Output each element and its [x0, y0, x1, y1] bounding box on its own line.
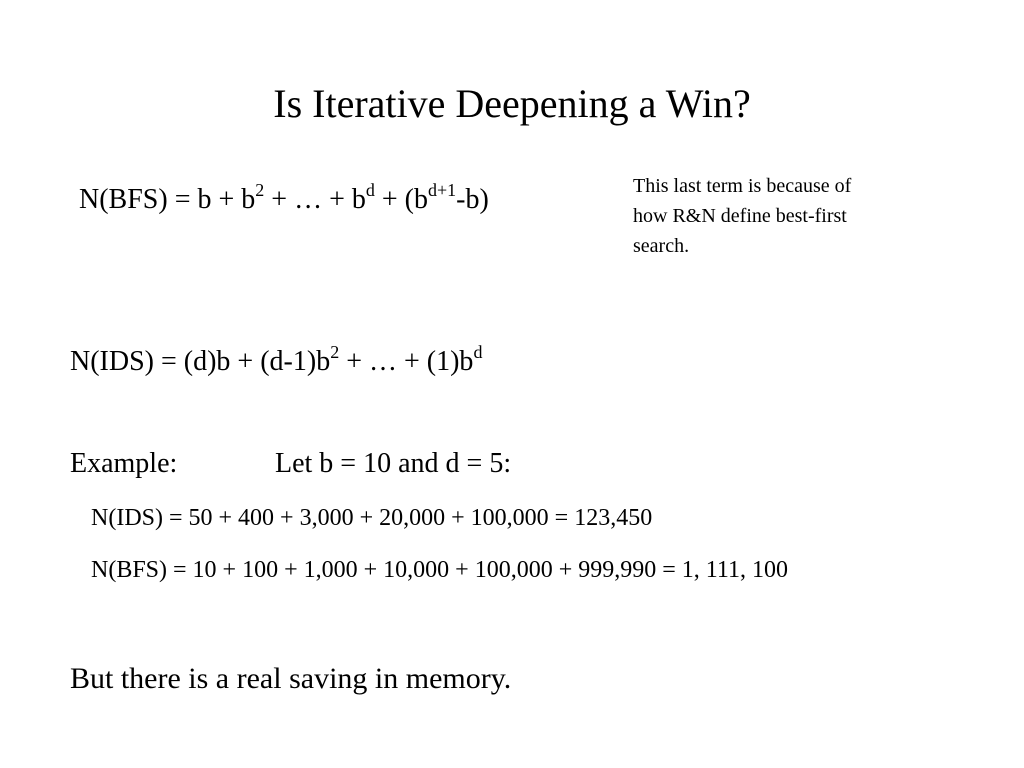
example-ids-line: N(IDS) = 50 + 400 + 3,000 + 20,000 + 100,000 = 123,450: [91, 505, 653, 531]
ids-formula-part: N(IDS) = (d)b + (d-1)b: [70, 346, 331, 377]
ids-formula-exponent: d: [473, 342, 483, 362]
bfs-formula-exponent: d: [365, 180, 375, 200]
bfs-formula-part: + … + b: [264, 184, 366, 215]
ids-formula: [70, 342, 483, 379]
bfs-formula: [79, 180, 489, 217]
example-bfs-line: N(BFS) = 10 + 100 + 1,000 + 10,000 + 100,000 + 999,990 = 1, 111, 100: [91, 557, 788, 583]
example-label: Example:: [70, 448, 178, 479]
bfs-formula-exponent: d+1: [428, 180, 457, 200]
bfs-formula-part: N(BFS) = b + b: [79, 184, 256, 215]
side-note-line: how R&N define best-first: [633, 205, 847, 227]
ids-formula-part: + … + (1)b: [339, 346, 474, 377]
ids-formula-exponent: 2: [330, 342, 340, 362]
slide-title: Is Iterative Deepening a Win?: [273, 81, 751, 126]
side-note-line: search.: [633, 235, 690, 257]
example-heading: [70, 447, 511, 481]
side-note: [633, 171, 933, 261]
side-note-line: This last term is because of: [633, 175, 852, 197]
example-text: Let b = 10 and d = 5:: [275, 448, 512, 479]
bfs-formula-part: + (b: [374, 184, 428, 215]
conclusion-text: But there is a real saving in memory.: [70, 662, 512, 695]
bfs-formula-exponent: 2: [255, 180, 265, 200]
bfs-formula-part: -b): [456, 184, 489, 215]
